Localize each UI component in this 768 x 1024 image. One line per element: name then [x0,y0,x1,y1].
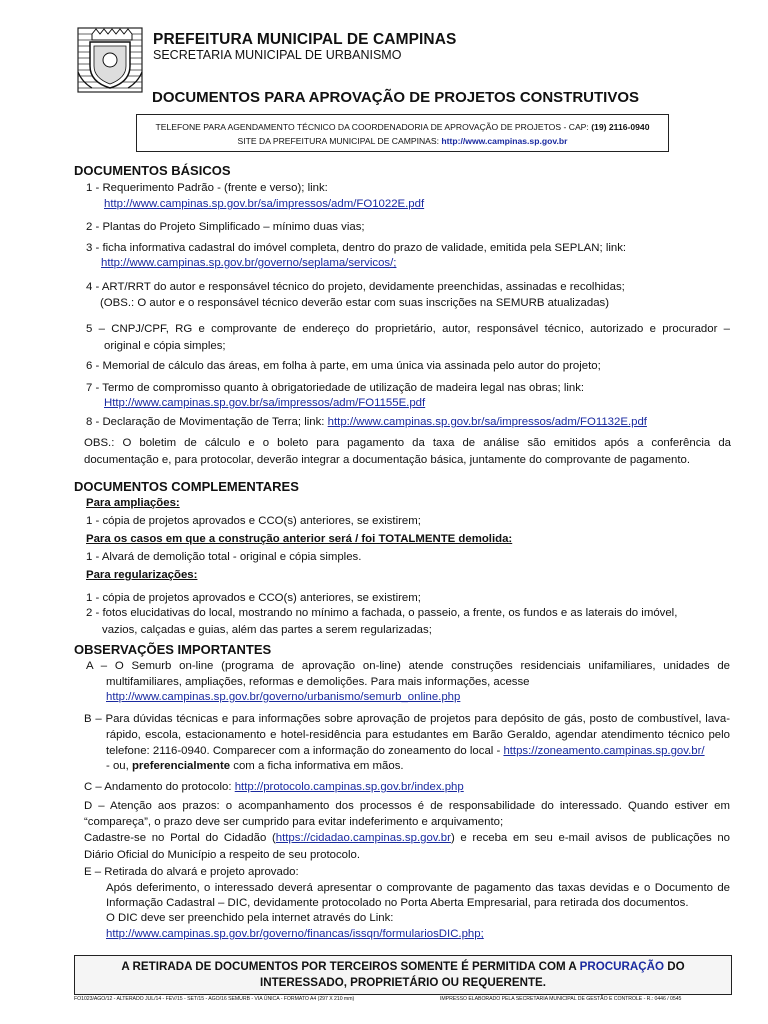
footer-printed-by: IMPRESSO ELABORADO PELA SECRETARIA MUNICIPAL DE GESTÃO E CONTROLE - R.: 0446 / 0545 [440,996,682,1002]
link-zoneamento[interactable]: https://zoneamento.campinas.sp.gov.br/ [503,745,705,757]
list-item: 1 - Alvará de demolição total - original e cópia simples. [86,551,362,563]
notice-box [74,955,732,995]
list-item: 8 - Declaração de Movimentação de Terra; link: http://www.campinas.sp.gov.br/sa/impressos/adm/FO1132E.pdf [86,416,647,428]
note-d-cont: Diário Oficial do Município a respeito de seu protocolo. [84,849,361,861]
note-b-cont: rápido, escola, estacionamento e hotel-residência para estudantes em Barão Geraldo, agendar atendimento técnico pelo [106,729,730,741]
link-movimentacao-terra[interactable]: http://www.campinas.sp.gov.br/sa/impressos/adm/FO1132E.pdf [327,416,647,428]
obs-paragraph: OBS.: O boletim de cálculo e o boleto para pagamento da taxa de análise são emitidos após a conferência da [84,437,731,449]
list-item: 7 - Termo de compromisso quanto à obrigatoriedade de utilização de madeira legal nas obras; link: [86,382,585,394]
subheading-regularizacoes: Para regularizações: [86,569,198,581]
document-title: DOCUMENTOS PARA APROVAÇÃO DE PROJETOS CONSTRUTIVOS [152,89,639,106]
note-e: E – Retirada do alvará e projeto aprovado: [84,866,299,878]
note-c: C – Andamento do protocolo: http://protocolo.campinas.sp.gov.br/index.php [84,781,464,793]
list-item: 2 - fotos elucidativas do local, mostrando no mínimo a fachada, o passeio, a frente, os fundos e as laterais do imóvel, [86,607,678,619]
note-a-cont: multifamiliares, ampliações, reformas e demolições. Para mais informações, acesse [106,676,530,688]
list-item: 6 - Memorial de cálculo das áreas, em folha à parte, em uma única via assinada pelo autor do projeto; [86,360,601,372]
site-link[interactable]: http://www.campinas.sp.gov.br [441,136,568,146]
list-item: 1 - cópia de projetos aprovados e CCO(s) anteriores, se existirem; [86,592,421,604]
section-heading-basic: DOCUMENTOS BÁSICOS [74,163,231,178]
footer-form-code: FO1023/AGO/12 - ALTERADO JUL/14 - FEV/15 - SET/15 - AGO/16 SEMURB - VIA ÚNICA - FORMATO A4 (297 X 210 mm) [74,996,355,1002]
list-item: 2 - Plantas do Projeto Simplificado – mínimo duas vias; [86,221,365,233]
list-item: 1 - cópia de projetos aprovados e CCO(s) anteriores, se existirem; [86,515,421,527]
site-line: SITE DA PREFEITURA MUNICIPAL DE CAMPINAS: http://www.campinas.sp.gov.br [237,136,568,146]
link-requerimento[interactable]: http://www.campinas.sp.gov.br/sa/impressos/adm/FO1022E.pdf [104,198,425,210]
note-a: A – O Semurb on-line (programa de aprovação on-line) atende construções residenciais unifamiliares, unidades de [86,660,730,672]
list-item-note: (OBS.: O autor e o responsável técnico deverão estar com suas inscrições na SEMURB atualizadas) [100,297,610,309]
dept-subtitle: SECRETARIA MUNICIPAL DE URBANISMO [153,48,402,62]
list-item: 4 - ART/RRT do autor e responsável técnico do projeto, devidamente preenchidas, assinadas e recolhidas; [86,281,625,293]
notice-line-1: A RETIRADA DE DOCUMENTOS POR TERCEIROS SOMENTE É PERMITIDA COM A PROCURAÇÃO DO [121,960,685,973]
note-d: D – Atenção aos prazos: o acompanhamento dos processos é de responsabilidade do interessado. Quando estiver em [84,800,730,812]
note-e-cont: O DIC deve ser preenchido pela internet através do Link: [106,912,394,924]
list-item-cont: vazios, calçadas e guias, além das partes a serem regularizadas; [102,624,432,636]
list-item: 5 – CNPJ/CPF, RG e comprovante de endereço do proprietário, autor, responsável técnico, autorizado e procurador – [86,323,730,335]
link-seplan[interactable]: http://www.campinas.sp.gov.br/governo/seplama/servicos/; [101,257,397,269]
list-item: 1 - Requerimento Padrão - (frente e verso); link: [86,182,328,194]
link-semurb-online[interactable]: http://www.campinas.sp.gov.br/governo/urbanismo/semurb_online.php [106,691,461,703]
contact-info-box [136,114,669,152]
subheading-demolida: Para os casos em que a construção anterior será / foi TOTALMENTE demolida: [86,533,513,545]
note-d-cont: Cadastre-se no Portal do Cidadão (https://cidadao.campinas.sp.gov.br) e receba em seu e-mail avisos de publicações no [84,832,730,844]
list-item: 3 - ficha informativa cadastral do imóvel completa, dentro do prazo de validade, emitida pela SEPLAN; link: [86,242,627,254]
link-dic[interactable]: http://www.campinas.sp.gov.br/governo/financas/issqn/formulariosDIC.php; [106,928,484,940]
phone-line: TELEFONE PARA AGENDAMENTO TÉCNICO DA COORDENADORIA DE APROVAÇÃO DE PROJETOS - CAP: (19) 2116-0940 [155,122,650,132]
notice-line-2: INTERESSADO, PROPRIETÁRIO OU REQUERENTE. [259,976,546,989]
note-d-cont: “compareça”, o prazo deve ser cumprido para evitar indeferimento e arquivamento; [84,816,504,828]
obs-paragraph-cont: documentação e, para protocolar, deverão integrar a documentação básica, juntamente do comprovante de pagamento. [84,454,690,466]
org-title: PREFEITURA MUNICIPAL DE CAMPINAS [153,31,457,48]
section-heading-important: OBSERVAÇÕES IMPORTANTES [74,642,272,657]
note-b-cont: telefone: 2116-0940. Comparecer com a informação do zoneamento do local - https://zoneamento.campinas.sp.gov.br/ [106,745,705,757]
note-b-cont: - ou, preferencialmente com a ficha informativa em mãos. [106,760,404,772]
list-item-cont: original e cópia simples; [104,340,226,352]
note-e-cont: Após deferimento, o interessado deverá apresentar o comprovante de pagamento das taxas devidas e o Documento de [106,882,730,894]
subheading-ampliacoes: Para ampliações: [86,497,180,509]
link-cidadao[interactable]: https://cidadao.campinas.sp.gov.br [275,832,451,844]
section-heading-complementary: DOCUMENTOS COMPLEMENTARES [74,479,299,494]
note-e-cont: Informação Cadastral – DIC, devidamente protocolado no Porta Aberta Empresarial, para retirada dos documentos. [106,897,689,909]
campinas-coat-of-arms-logo [72,22,148,98]
link-protocolo[interactable]: http://protocolo.campinas.sp.gov.br/index.php [234,781,464,793]
note-b: B – Para dúvidas técnicas e para informações sobre aprovação de projetos para depósito de gás, posto de combustível, lava- [84,713,730,725]
link-madeira[interactable]: Http://www.campinas.sp.gov.br/sa/impressos/adm/FO1155E.pdf [104,397,426,409]
